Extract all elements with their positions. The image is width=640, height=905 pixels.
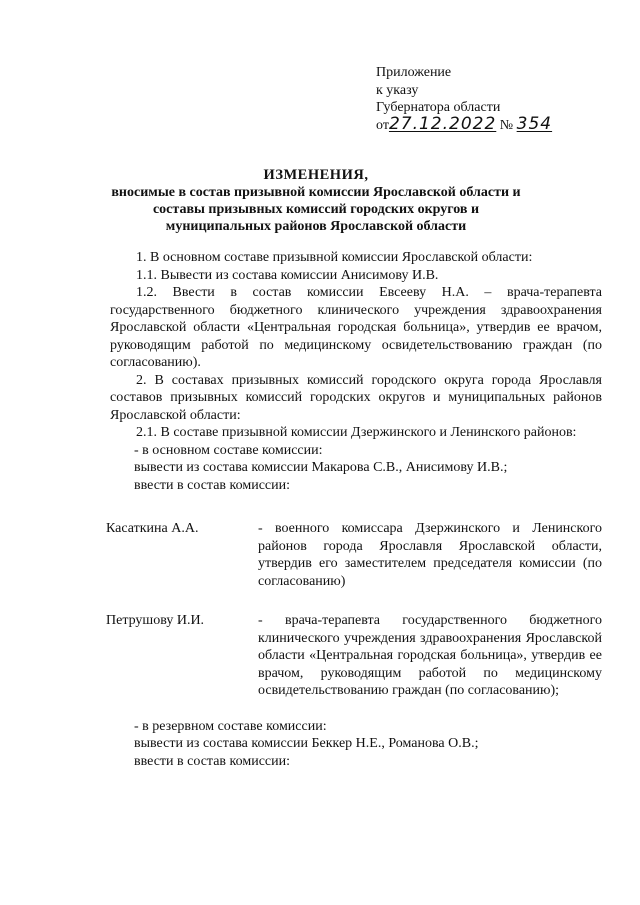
entry-description: - врача-терапевта государственного бюджетного клинического учреждения здравоохранения Ярославской области «Центральная городская больница», утвердив ее врачом, руководящим работой по медицинскому освидетельствованию граждан (по согласованию); <box>258 613 602 698</box>
title-main: ИЗМЕНЕНИЯ, <box>263 167 369 183</box>
paragraph-1-1: 1.1. Вывести из состава комиссии Анисимову И.В. <box>136 267 439 283</box>
entry-name: Петрушову И.И. <box>106 613 205 628</box>
reserve-composition-label: - в резервном составе комиссии: <box>134 718 327 734</box>
add-main-line: ввести в состав комиссии: <box>134 477 291 493</box>
header-decree-label: к указу <box>376 82 419 98</box>
paragraph-1-2: 1.2. Ввести в состав комиссии Евсееву Н.А. – врача-терапевта государственного бюджетного клинического учреждения здравоохранения Ярославской области «Центральная городская больница», утвердив ее врачом, руководящим работой по медицинскому освидетельствованию граждан (по согласованию). <box>110 285 602 370</box>
remove-main-line: вывести из состава комиссии Макарова С.В., Анисимову И.В.; <box>134 460 508 475</box>
title-subtitle: вносимые в состав призывной комиссии Ярославской области и составы призывных комиссий городских округов и муниципальных районов Ярославской области <box>111 185 521 234</box>
remove-reserve-line: вывести из состава комиссии Беккер Н.Е., Романова О.В.; <box>134 736 479 751</box>
entry-description: - военного комиссара Дзержинского и Ленинского районов города Ярославля Ярославской области, утвердив его заместителем председателя комиссии (по согласованию) <box>258 521 602 589</box>
header-appendix-label: Приложение <box>376 65 452 80</box>
paragraph-2-1: 2.1. В составе призывной комиссии Дзержинского и Ленинского районов: <box>136 425 577 440</box>
number-prefix: № <box>499 117 514 133</box>
appointment-entry <box>106 520 602 590</box>
header-governor-label: Губернатора области <box>376 100 501 115</box>
add-reserve-line: ввести в состав комиссии: <box>134 753 291 769</box>
paragraph-1: 1. В основном составе призывной комиссии Ярославской области: <box>136 250 533 265</box>
header-date-number-line <box>376 113 616 135</box>
main-composition-label: - в основном составе комиссии: <box>134 442 323 458</box>
entry-name: Касаткина А.А. <box>106 521 199 536</box>
handwritten-date: 27.12.2022 <box>388 113 497 134</box>
date-prefix: от <box>376 117 389 133</box>
appointment-entry <box>106 612 602 700</box>
handwritten-number: 354 <box>516 113 553 134</box>
document-header <box>376 64 616 134</box>
document-title <box>100 167 532 235</box>
document-body <box>106 249 602 770</box>
paragraph-2: 2. В составах призывных комиссий городского округа города Ярославля составов призывных комиссий городских округов и муниципальных районов Ярославской области: <box>110 372 602 423</box>
